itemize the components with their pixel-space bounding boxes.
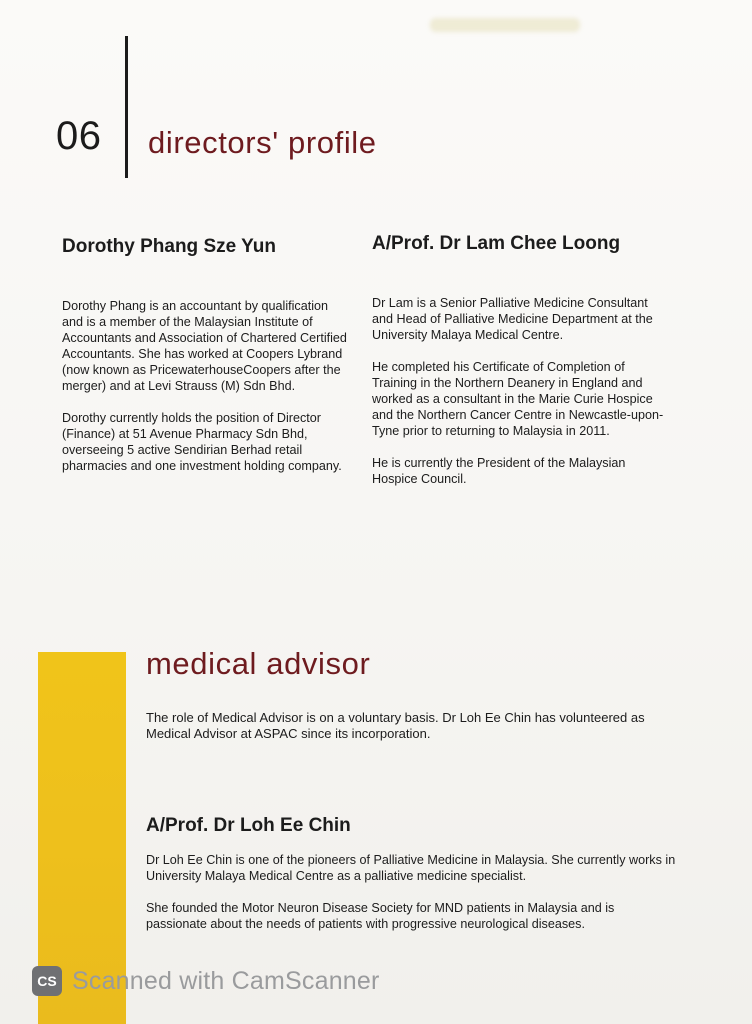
section-divider [125,36,128,178]
medical-advisor-title: medical advisor [146,646,371,681]
medical-advisor-intro: The role of Medical Advisor is on a voluntary basis. Dr Loh Ee Chin has volunteered as Medical Advisor at ASPAC since its incorporation. [146,710,645,741]
director-name-2: A/Prof. Dr Lam Chee Loong [372,233,621,254]
watermark-text: Scanned with CamScanner [72,966,380,995]
camscanner-logo-icon: CS [32,966,62,996]
section-number: 06 [56,114,102,158]
director-bio-2 [372,295,672,503]
camscanner-watermark [32,964,380,998]
medical-advisor-bio-paragraph: She founded the Motor Neuron Disease Society for MND patients in Malaysia and is passionate about the needs of patients with progressive neurological diseases. [146,901,615,931]
medical-advisor-bio-paragraph: Dr Loh Ee Chin is one of the pioneers of Palliative Medicine in Malaysia. She currently works in University Malaya Medical Centre as a palliative medicine specialist. [146,853,676,883]
director-bio-2-paragraph: He completed his Certificate of Completion of Training in the Northern Deanery in England and worked as a consultant in the Marie Curie Hospice and the Northern Cancer Centre in Newcastle-upon-Tyne prior to returning to Malaysia in 2011. [372,360,664,438]
scan-smudge [430,18,580,32]
medical-advisor-name: A/Prof. Dr Loh Ee Chin [146,815,351,836]
director-bio-1-paragraph: Dorothy currently holds the position of Director (Finance) at 51 Avenue Pharmacy Sdn Bhd, overseeing 5 active Sendirian Berhad retail pharmacies and one investment holding company. [62,411,342,473]
section-title: directors' profile [148,125,377,160]
director-bio-1 [62,298,352,490]
director-bio-2-paragraph: He is currently the President of the Malaysian Hospice Council. [372,456,626,486]
director-name-1: Dorothy Phang Sze Yun [62,236,276,257]
director-bio-2-paragraph: Dr Lam is a Senior Palliative Medicine Consultant and Head of Palliative Medicine Department at the University Malaya Medical Centre. [372,296,653,342]
medical-advisor-bio [146,852,676,948]
director-bio-1-paragraph: Dorothy Phang is an accountant by qualification and is a member of the Malaysian Institute of Accountants and Association of Chartered Certified Accountants. She has worked at Coopers Lybrand (now known as PricewaterhouseCoopers after the merger) and at Levi Strauss (M) Sdn Bhd. [62,299,347,393]
